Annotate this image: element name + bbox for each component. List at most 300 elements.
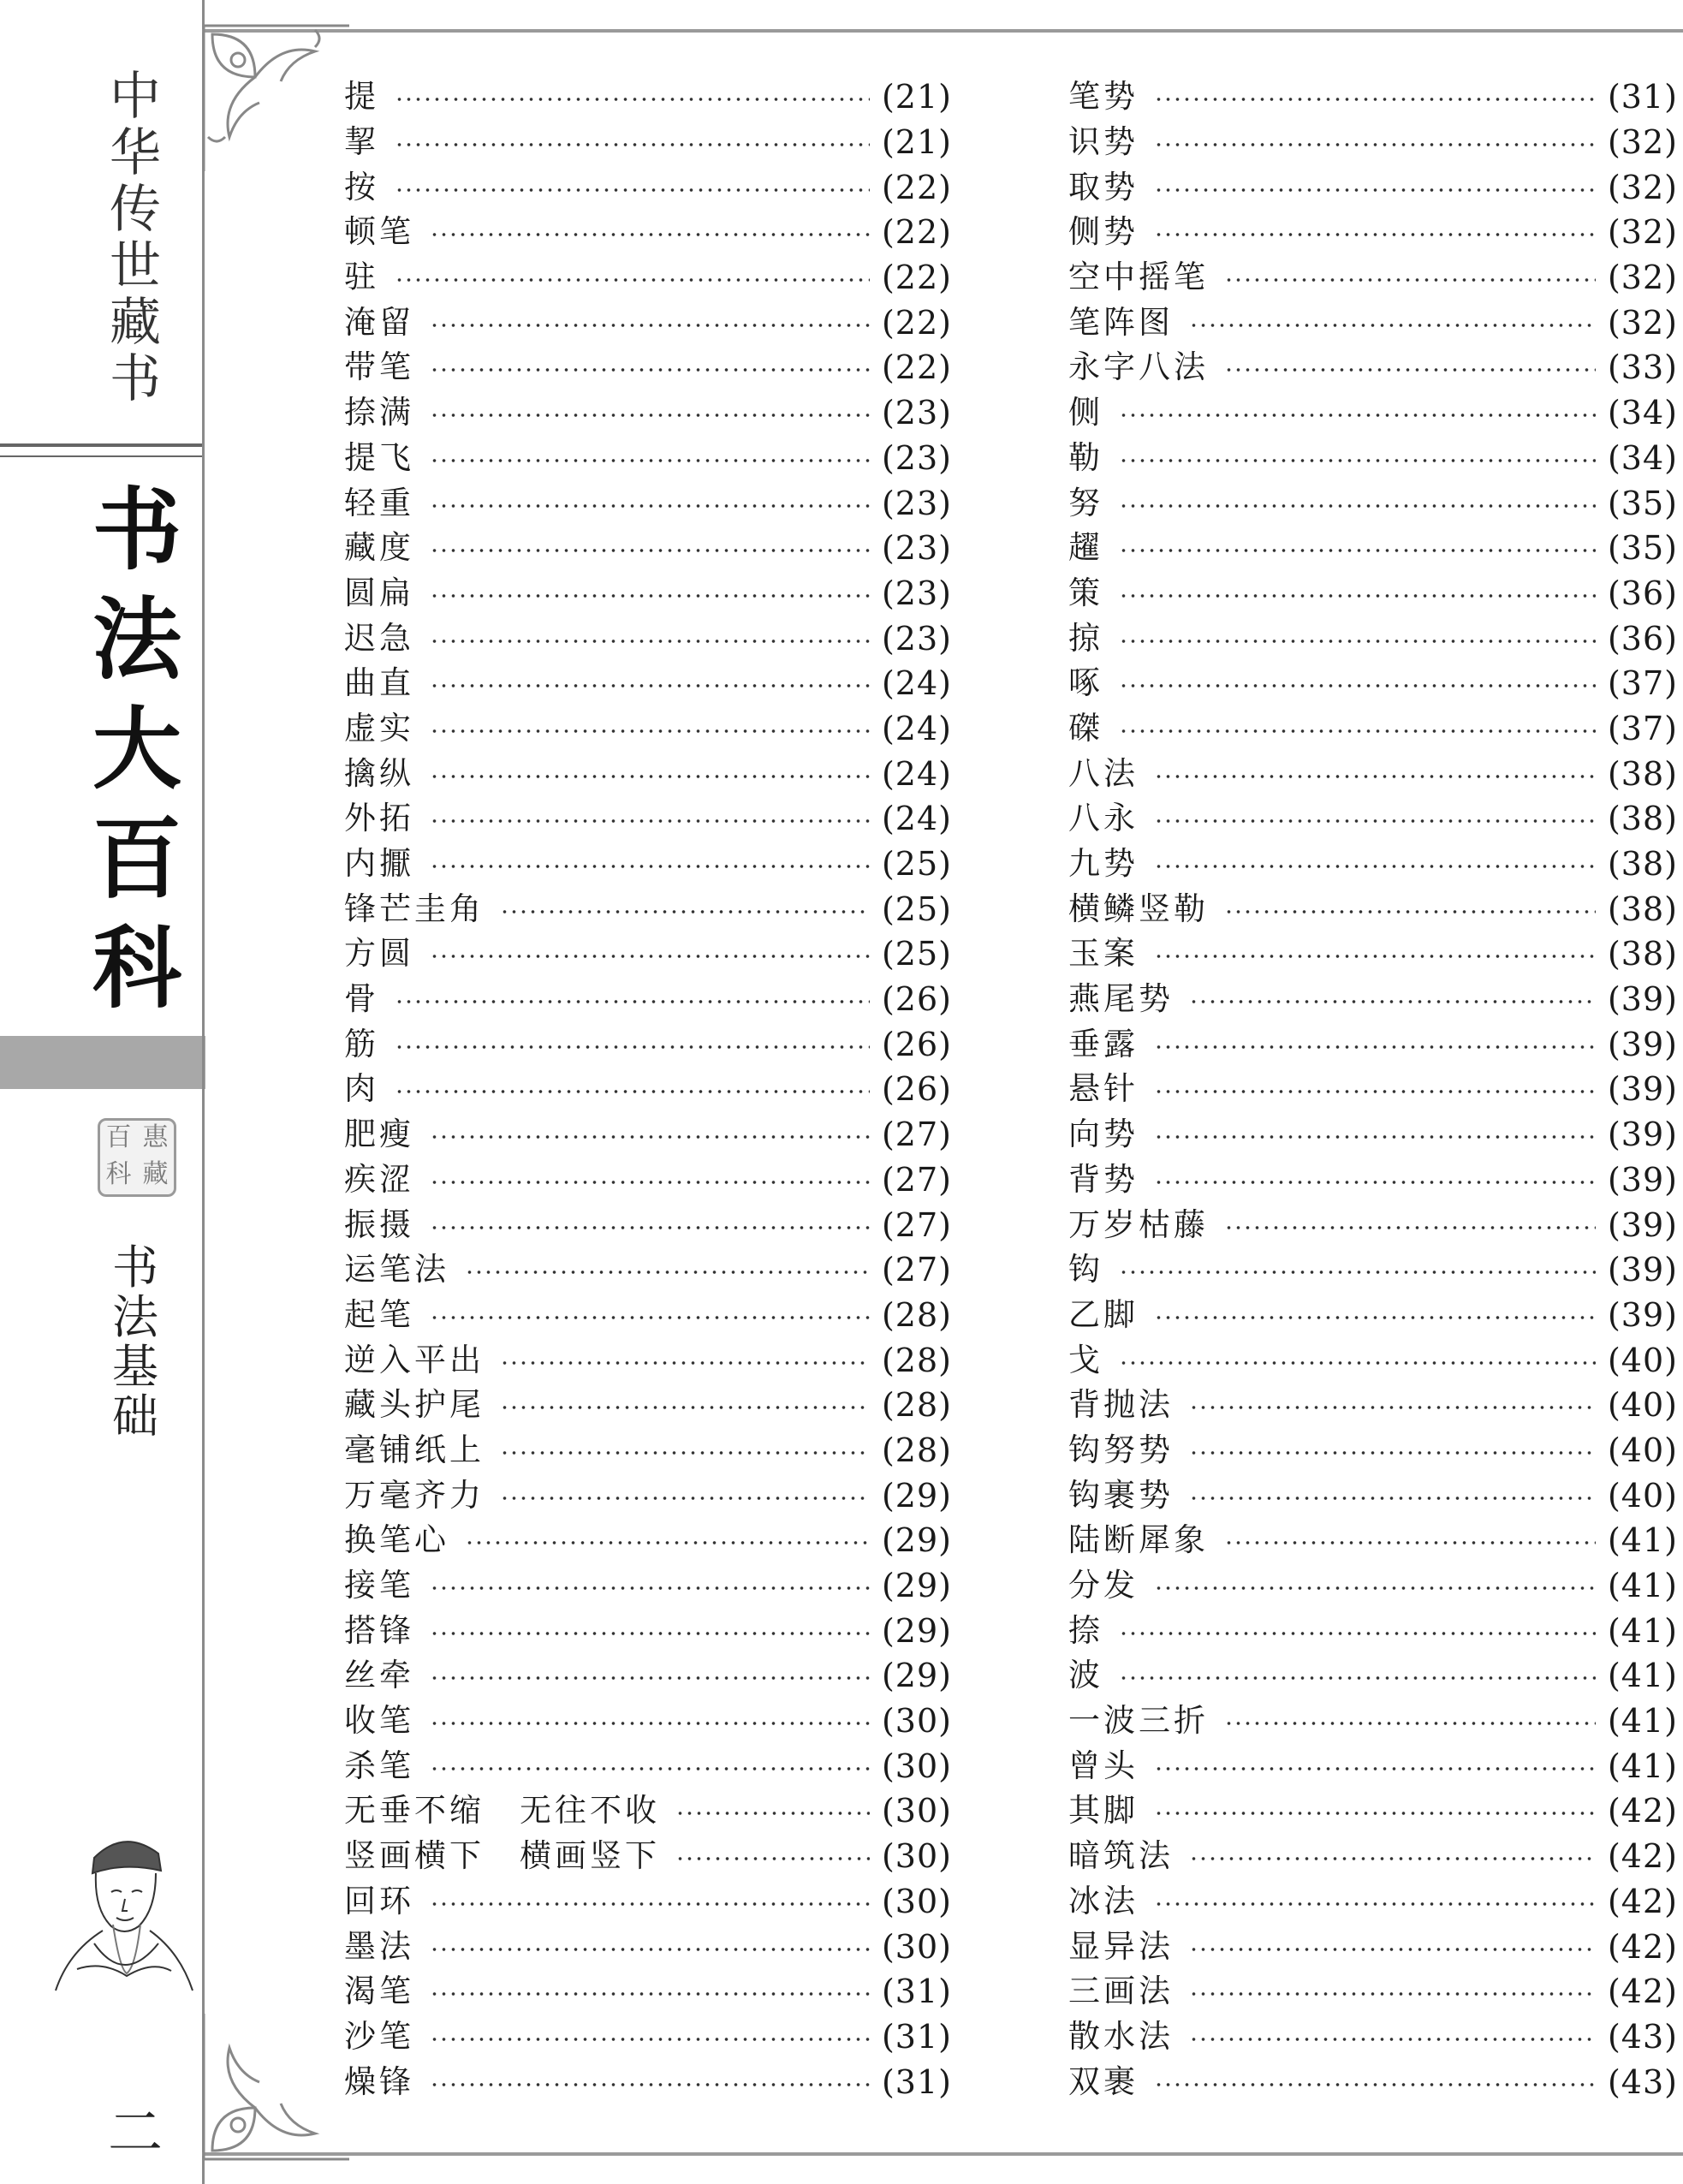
dot-leader [1154, 955, 1596, 958]
toc-entry-page: (42) [1607, 1792, 1678, 1830]
dot-leader [430, 775, 870, 778]
toc-entry [1068, 74, 1678, 120]
toc-entry-page: (28) [881, 1341, 952, 1379]
toc-entry [344, 526, 952, 571]
toc-entry [1068, 164, 1678, 210]
dot-leader [395, 98, 870, 101]
toc-entry-title: 勒 [1068, 438, 1103, 476]
toc-entry-title: 玉案 [1068, 935, 1139, 973]
toc-entry [344, 1879, 952, 1925]
toc-entry [344, 661, 952, 706]
toc-entry [1068, 2059, 1678, 2104]
dot-leader [1154, 2083, 1596, 2086]
toc-entry-page: (30) [881, 1837, 952, 1876]
toc-entry [344, 480, 952, 526]
toc-entry [1068, 1067, 1678, 1112]
toc-entry-page: (40) [1607, 1476, 1678, 1515]
toc-entry-page: (29) [881, 1476, 952, 1515]
dot-leader [1154, 188, 1596, 192]
dot-leader [1189, 1497, 1596, 1500]
toc-entry [344, 1473, 952, 1518]
toc-entry-title: 悬针 [1068, 1070, 1139, 1108]
toc-entry [344, 255, 952, 301]
toc-entry-title: 擒纵 [344, 754, 414, 792]
toc-entry-page: (40) [1607, 1386, 1678, 1425]
toc-entry-page: (32) [1607, 259, 1678, 297]
frame-top-rule [202, 29, 1683, 33]
toc-entry-title: 方圆 [344, 935, 414, 973]
toc-entry-title: 振摄 [344, 1205, 414, 1243]
toc-entry-page: (38) [1607, 890, 1678, 928]
toc-entry-page: (31) [881, 2062, 952, 2101]
dot-leader [1224, 1722, 1596, 1725]
book-title: 书法大百科 [92, 477, 181, 1021]
toc-entry-page: (40) [1607, 1341, 1678, 1379]
toc-entry-title: 换笔心 [344, 1521, 449, 1559]
toc-entry [344, 1699, 952, 1744]
dot-leader [1189, 324, 1596, 327]
toc-entry-page: (21) [881, 123, 952, 162]
toc-entry [344, 74, 952, 120]
toc-entry-title: 肉 [344, 1070, 379, 1108]
dot-leader [1224, 1226, 1596, 1229]
toc-column-right [1068, 74, 1678, 2104]
toc-entry-page: (27) [881, 1205, 952, 1244]
dot-leader [430, 1135, 870, 1139]
toc-entry [344, 1834, 952, 1879]
toc-entry [344, 1428, 952, 1473]
toc-entry-title: 双裹 [1068, 2062, 1139, 2100]
toc-entry-page: (42) [1607, 1882, 1678, 1920]
dot-leader [500, 910, 870, 913]
toc-entry-title: 肥瘦 [344, 1116, 414, 1153]
toc-entry-title: 永字八法 [1068, 348, 1209, 386]
toc-entry-title: 笔阵图 [1068, 303, 1174, 341]
toc-entry-title: 挈 [344, 123, 379, 161]
toc-entry [344, 1563, 952, 1609]
toc-entry-title: 显异法 [1068, 1927, 1174, 1965]
dot-leader [430, 594, 870, 598]
toc-entry-title: 钩 [1068, 1251, 1103, 1288]
dot-leader [430, 640, 870, 643]
toc-entry-page: (41) [1607, 1657, 1678, 1695]
toc-entry-title: 空中摇笔 [1068, 259, 1209, 296]
toc-entry-title: 提 [344, 78, 379, 116]
toc-entry-page: (27) [881, 1251, 952, 1289]
toc-entry-page: (21) [881, 78, 952, 116]
toc-entry-page: (43) [1607, 2062, 1678, 2101]
toc-entry [344, 1518, 952, 1563]
toc-entry-title: 起笔 [344, 1295, 414, 1333]
dot-leader [1154, 1045, 1596, 1049]
toc-entry-page: (42) [1607, 1927, 1678, 1966]
toc-entry-title: 迟急 [344, 619, 414, 657]
toc-entry-title: 无垂不缩 无往不收 [344, 1792, 660, 1830]
toc-entry-page: (39) [1607, 1295, 1678, 1334]
toc-entry-title: 戈 [1068, 1341, 1103, 1378]
toc-entry-page: (37) [1607, 709, 1678, 747]
toc-entry-page: (36) [1607, 574, 1678, 612]
toc-entry-page: (41) [1607, 1702, 1678, 1741]
toc-entry [1068, 255, 1678, 301]
toc-entry-title: 疾涩 [344, 1160, 414, 1198]
toc-entry [344, 571, 952, 616]
toc-entry-page: (24) [881, 709, 952, 747]
toc-entry-title: 圆扁 [344, 574, 414, 611]
dot-leader [395, 1000, 870, 1003]
vertical-rule [202, 0, 205, 2184]
toc-entry-title: 筋 [344, 1025, 379, 1062]
toc-entry-title: 藏头护尾 [344, 1386, 485, 1424]
toc-entry [344, 164, 952, 210]
dot-leader [430, 1676, 870, 1680]
toc-entry-title: 八永 [1068, 800, 1139, 837]
seal-char: 科 [105, 1159, 132, 1189]
toc-entry-page: (25) [881, 935, 952, 973]
toc-entry-page: (32) [1607, 123, 1678, 162]
toc-entry-page: (23) [881, 529, 952, 568]
toc-entry-page: (26) [881, 980, 952, 1019]
toc-entry-title: 散水法 [1068, 2017, 1174, 2055]
toc-entry-page: (28) [881, 1295, 952, 1334]
toc-entry-title: 努 [1068, 484, 1103, 521]
toc-entry-page: (38) [1607, 845, 1678, 884]
toc-entry [344, 931, 952, 977]
dot-leader [500, 1361, 870, 1365]
toc-entry-title: 冰法 [1068, 1882, 1139, 1919]
toc-entry-title: 曲直 [344, 664, 414, 702]
toc-entry [1068, 1834, 1678, 1879]
toc-entry [1068, 345, 1678, 390]
toc-entry-page: (23) [881, 394, 952, 432]
toc-entry-title: 识势 [1068, 123, 1139, 161]
dot-leader [430, 1902, 870, 1906]
dot-leader [430, 459, 870, 462]
toc-entry-title: 万毫齐力 [344, 1476, 485, 1514]
dot-leader [1154, 775, 1596, 778]
toc-entry-page: (28) [881, 1431, 952, 1469]
dot-leader [395, 1045, 870, 1049]
dot-leader [1119, 549, 1596, 552]
toc-entry [1068, 1969, 1678, 2014]
dot-leader [430, 729, 870, 733]
dot-leader [430, 1722, 870, 1725]
toc-entry-page: (36) [1607, 619, 1678, 658]
dot-leader [1119, 594, 1596, 598]
dot-leader [430, 1226, 870, 1229]
toc-entry [1068, 390, 1678, 436]
toc-entry-title: 趯 [1068, 529, 1103, 567]
toc-entry [344, 886, 952, 931]
toc-entry-page: (26) [881, 1070, 952, 1109]
toc-entry [344, 1157, 952, 1203]
dot-leader [1119, 729, 1596, 733]
dot-leader [395, 1090, 870, 1093]
dot-leader [395, 143, 870, 146]
toc-entry-page: (27) [881, 1160, 952, 1199]
toc-entry-page: (23) [881, 484, 952, 522]
toc-entry-page: (29) [881, 1567, 952, 1605]
toc-entry [344, 1247, 952, 1293]
toc-entry [344, 120, 952, 165]
dot-leader [430, 819, 870, 823]
toc-entry [1068, 1337, 1678, 1383]
toc-entry-title: 背抛法 [1068, 1386, 1174, 1424]
dot-leader [1154, 233, 1596, 236]
toc-entry-page: (22) [881, 259, 952, 297]
toc-entry-title: 策 [1068, 574, 1103, 611]
frame-bottom-rule [202, 2152, 1683, 2156]
toc-entry [1068, 1653, 1678, 1699]
toc-entry [1068, 661, 1678, 706]
toc-entry-title: 燥锋 [344, 2062, 414, 2100]
toc-entry [344, 1924, 952, 1969]
dot-leader [430, 233, 870, 236]
toc-entry-title: 垂露 [1068, 1025, 1139, 1062]
toc-entry [344, 1021, 952, 1067]
toc-entry-page: (38) [1607, 935, 1678, 973]
toc-entry-title: 提飞 [344, 438, 414, 476]
toc-entry-title: 搭锋 [344, 1611, 414, 1649]
toc-entry-page: (34) [1607, 394, 1678, 432]
toc-entry [1068, 886, 1678, 931]
dot-leader [1119, 1632, 1596, 1635]
dot-leader [1189, 2038, 1596, 2041]
dot-leader [430, 1948, 870, 1951]
toc-entry-page: (43) [1607, 2017, 1678, 2056]
toc-entry-title: 毫铺纸上 [344, 1431, 485, 1468]
dot-leader [1189, 1406, 1596, 1409]
toc-entry-page: (23) [881, 574, 952, 612]
toc-entry [1068, 1202, 1678, 1247]
toc-entry-page: (25) [881, 890, 952, 928]
toc-entry-title: 锋芒圭角 [344, 890, 485, 927]
toc-entry-title: 其脚 [1068, 1792, 1139, 1830]
dot-leader [430, 414, 870, 417]
toc-entry [1068, 1112, 1678, 1157]
toc-entry [1068, 1563, 1678, 1609]
toc-entry [1068, 1924, 1678, 1969]
toc-entry-page: (39) [1607, 1160, 1678, 1199]
toc-entry [344, 1608, 952, 1653]
toc-entry [1068, 1293, 1678, 1338]
toc-entry-page: (25) [881, 845, 952, 884]
toc-entry [1068, 120, 1678, 165]
dot-leader [675, 1812, 870, 1815]
toc-entry-page: (30) [881, 1747, 952, 1785]
toc-entry-title: 分发 [1068, 1567, 1139, 1604]
dot-leader [1154, 1812, 1596, 1815]
toc-entry [1068, 931, 1678, 977]
toc-entry [344, 1293, 952, 1338]
dot-leader [430, 368, 870, 372]
toc-entry-page: (30) [881, 1792, 952, 1830]
toc-entry [344, 1788, 952, 1834]
toc-entry-title: 九势 [1068, 845, 1139, 883]
dot-leader [1224, 1541, 1596, 1544]
toc-entry-title: 捺满 [344, 394, 414, 431]
dot-leader [1154, 98, 1596, 101]
toc-entry-title: 八法 [1068, 754, 1139, 792]
dot-leader [430, 865, 870, 868]
toc-entry-title: 竖画横下 横画竖下 [344, 1837, 660, 1875]
ornament-corner-icon [187, 9, 358, 180]
toc-entry [1068, 1021, 1678, 1067]
dot-leader [430, 1181, 870, 1184]
sidebar [0, 0, 205, 2184]
toc-entry [1068, 300, 1678, 345]
dot-leader [1189, 1992, 1596, 1996]
toc-entry [344, 796, 952, 842]
toc-entry-page: (35) [1607, 529, 1678, 568]
toc-entry-page: (27) [881, 1116, 952, 1154]
toc-entry-title: 背势 [1068, 1160, 1139, 1198]
toc-entry-page: (32) [1607, 213, 1678, 252]
toc-entry-title: 磔 [1068, 709, 1103, 747]
toc-entry [344, 1653, 952, 1699]
toc-entry [344, 616, 952, 661]
toc-entry-title: 按 [344, 168, 379, 205]
seal-char: 百 [105, 1122, 132, 1152]
toc-entry [1068, 1473, 1678, 1518]
toc-entry [344, 751, 952, 796]
toc-entry-title: 侧势 [1068, 213, 1139, 251]
toc-entry-page: (30) [881, 1882, 952, 1920]
toc-entry-title: 杀笔 [344, 1747, 414, 1784]
dot-leader [1154, 1316, 1596, 1319]
toc-entry-title: 向势 [1068, 1116, 1139, 1153]
toc-entry-page: (41) [1607, 1521, 1678, 1560]
toc-entry-page: (22) [881, 213, 952, 252]
toc-entry [1068, 480, 1678, 526]
toc-entry-page: (22) [881, 348, 952, 387]
toc-entry-page: (28) [881, 1386, 952, 1425]
dot-leader [395, 188, 870, 192]
toc-entry-page: (23) [881, 619, 952, 658]
toc-entry [1068, 706, 1678, 752]
toc-entry [1068, 977, 1678, 1022]
toc-entry-title: 收笔 [344, 1702, 414, 1740]
dot-leader [1154, 1181, 1596, 1184]
dot-leader [500, 1497, 870, 1500]
toc-entry-title: 驻 [344, 259, 379, 296]
toc-entry [1068, 1788, 1678, 1834]
toc-entry-title: 丝牵 [344, 1657, 414, 1694]
toc-entry-page: (29) [881, 1657, 952, 1695]
divider [0, 443, 202, 447]
toc-entry-page: (41) [1607, 1567, 1678, 1605]
toc-entry-page: (38) [1607, 800, 1678, 838]
toc-entry-title: 燕尾势 [1068, 980, 1174, 1018]
toc-entry [1068, 1157, 1678, 1203]
toc-entry-page: (39) [1607, 1205, 1678, 1244]
toc-entry-title: 一波三折 [1068, 1702, 1209, 1740]
toc-entry [344, 390, 952, 436]
toc-entry-page: (33) [1607, 348, 1678, 387]
toc-entry-title: 沙笔 [344, 2017, 414, 2055]
toc-entry [344, 1337, 952, 1383]
dot-leader [1224, 368, 1596, 372]
toc-entry-page: (29) [881, 1611, 952, 1650]
toc-entry-page: (31) [881, 2017, 952, 2056]
dot-leader [395, 278, 870, 282]
toc-entry [1068, 1383, 1678, 1428]
toc-entry-page: (23) [881, 438, 952, 477]
toc-entry [1068, 616, 1678, 661]
toc-entry-title: 渴笔 [344, 1973, 414, 2010]
toc-entry-page: (29) [881, 1521, 952, 1560]
toc-entry-title: 笔势 [1068, 78, 1139, 116]
scholar-portrait-illustration [43, 1824, 205, 1995]
dot-leader [430, 1316, 870, 1319]
dot-leader [500, 1406, 870, 1409]
dot-leader [430, 1767, 870, 1770]
toc-column-left [344, 74, 952, 2104]
toc-entry-title: 取势 [1068, 168, 1139, 205]
dot-leader [675, 1857, 870, 1860]
toc-entry-page: (26) [881, 1025, 952, 1063]
toc-entry-page: (32) [1607, 168, 1678, 206]
toc-entry-title: 横鳞竖勒 [1068, 890, 1209, 927]
dot-leader [1119, 1361, 1596, 1365]
toc-entry [1068, 1743, 1678, 1788]
toc-entry [344, 977, 952, 1022]
dot-leader [430, 1632, 870, 1635]
dot-leader [1119, 1271, 1596, 1274]
dot-leader [1154, 1902, 1596, 1906]
series-title: 中华传世藏书 [110, 67, 161, 409]
dot-leader [1189, 1000, 1596, 1003]
toc-entry-title: 捺 [1068, 1611, 1103, 1649]
toc-entry-title: 曾头 [1068, 1747, 1139, 1784]
toc-entry-page: (31) [881, 1973, 952, 2011]
ornament-corner-icon [187, 2005, 358, 2176]
toc-entry-title: 淹留 [344, 303, 414, 341]
toc-entry-page: (42) [1607, 1837, 1678, 1876]
toc-entry-page: (22) [881, 303, 952, 342]
dot-leader [1119, 414, 1596, 417]
dot-leader [1189, 1451, 1596, 1455]
toc-entry-page: (37) [1607, 664, 1678, 703]
toc-entry-title: 乙脚 [1068, 1295, 1139, 1333]
dot-leader [430, 324, 870, 327]
dot-leader [430, 2083, 870, 2086]
toc-entry [344, 706, 952, 752]
seal-char: 惠 [142, 1122, 169, 1152]
toc-entry-title: 运笔法 [344, 1251, 449, 1288]
dot-leader [1154, 1586, 1596, 1590]
toc-entry-title: 骨 [344, 980, 379, 1018]
toc-entry [344, 345, 952, 390]
toc-entry-title: 波 [1068, 1657, 1103, 1694]
toc-entry-page: (41) [1607, 1611, 1678, 1650]
dot-leader [500, 1451, 870, 1455]
toc-entry-page: (24) [881, 754, 952, 793]
toc-entry-title: 墨法 [344, 1927, 414, 1965]
toc-entry-page: (39) [1607, 1251, 1678, 1289]
decorative-band [0, 1036, 205, 1089]
section-title: 书法基础 [112, 1241, 158, 1443]
toc-entry [1068, 1428, 1678, 1473]
toc-entry-title: 掠 [1068, 619, 1103, 657]
toc-entry-title: 啄 [1068, 664, 1103, 702]
toc-entry-title: 暗筑法 [1068, 1837, 1174, 1875]
toc-entry [344, 2059, 952, 2104]
toc-entry-page: (34) [1607, 438, 1678, 477]
dot-leader [1189, 1948, 1596, 1951]
toc-entry [344, 1383, 952, 1428]
toc-entry-title: 逆入平出 [344, 1341, 485, 1378]
